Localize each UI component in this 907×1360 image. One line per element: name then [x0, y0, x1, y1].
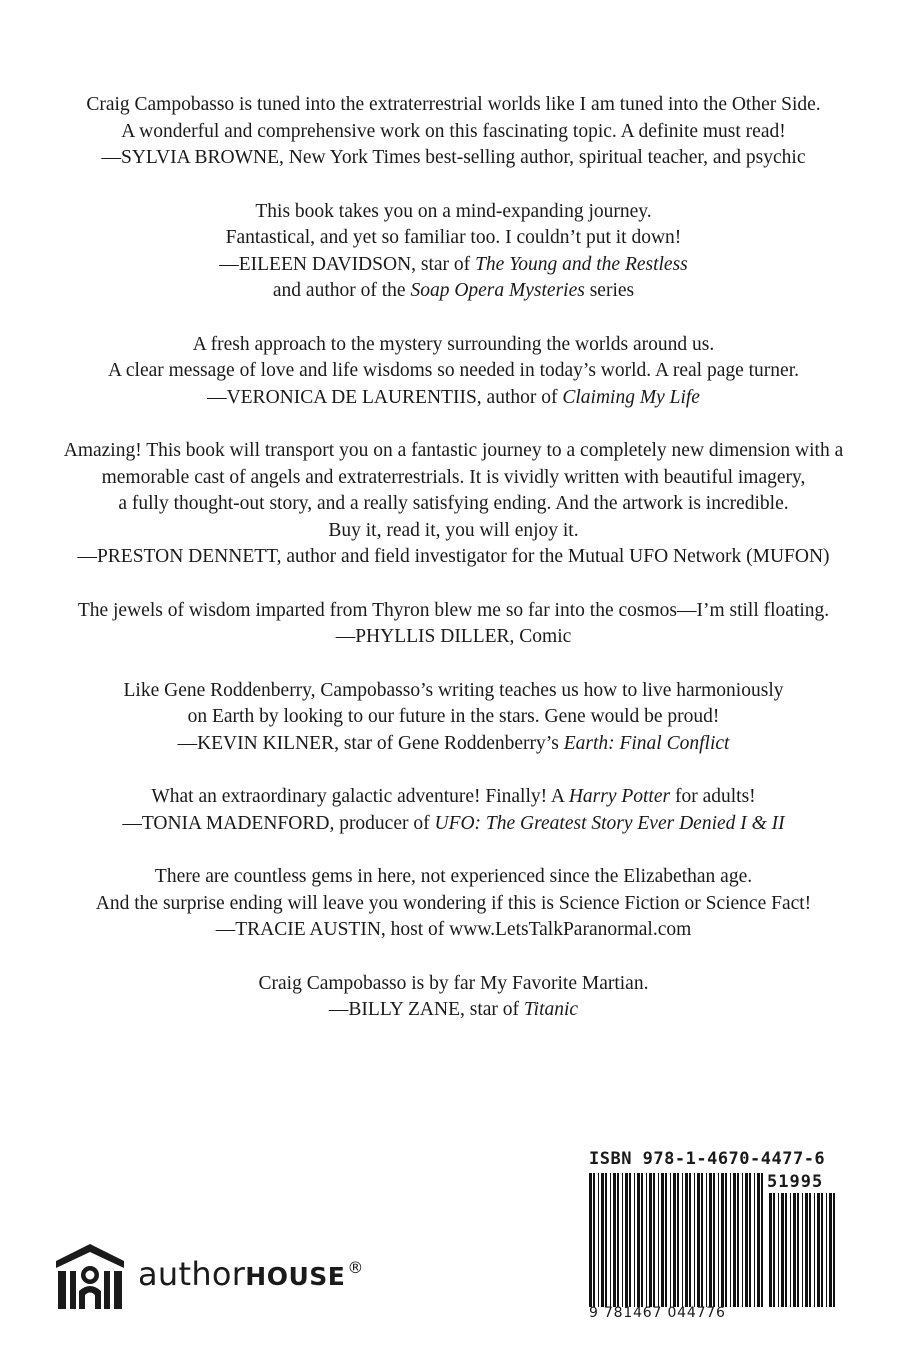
blurb [0, 971, 907, 1024]
blurb-line [0, 465, 907, 492]
barcode-bars [589, 1173, 765, 1307]
blurb-line [0, 199, 907, 226]
blurb-line [0, 385, 907, 412]
blurb [0, 678, 907, 758]
blurb-line [0, 544, 907, 571]
blurb [0, 199, 907, 305]
blurb-text: —TONIA MADENFORD, producer of [122, 812, 435, 834]
price-code: 51995 [767, 1172, 824, 1192]
blurb-title-text: UFO: The Greatest Story Ever Denied I & II [434, 812, 785, 834]
blurb-text: —BILLY ZANE, star of [328, 999, 524, 1020]
blurb-text: What an extraordinary galactic adventure! Finally! A [151, 786, 569, 807]
blurb-line [0, 491, 907, 518]
blurb-text: A fresh approach to the mystery surrounding the worlds around us. [192, 333, 715, 355]
blurb-line [0, 119, 907, 146]
blurb [0, 864, 907, 944]
blurb-line [0, 358, 907, 385]
blurb-line [0, 624, 907, 651]
blurb-line [0, 678, 907, 705]
blurb-text: Craig Campobasso is by far My Favorite Martian. [258, 972, 649, 994]
blurb-line [0, 864, 907, 891]
blurb [0, 598, 907, 651]
blurb-text: —PRESTON DENNETT, author and field investigator for the Mutual UFO Network (MUFON) [77, 546, 830, 567]
blurb-line [0, 438, 907, 465]
authorhouse-logo-icon [52, 1241, 128, 1313]
barcode-digits: 9 781467 044776 [589, 1305, 726, 1321]
publisher-name [138, 1255, 364, 1293]
blurb [0, 332, 907, 412]
blurb-text: —KEVIN KILNER, star of Gene Roddenberry’s [177, 732, 564, 754]
blurb-text: memorable cast of angels and extraterrestrials. It is vividly written with beautiful imagery, [101, 466, 806, 488]
blurb-text: series [584, 280, 635, 301]
blurb-text: Fantastical, and yet so familiar too. I couldn’t put it down! [225, 227, 682, 248]
blurb-line [0, 92, 907, 119]
blurb-text: There are countless gems in here, not experienced since the Elizabethan age. [154, 866, 753, 887]
blurb [0, 438, 907, 571]
blurb-text: A wonderful and comprehensive work on this fascinating topic. A definite must read! [121, 120, 786, 142]
blurb-text: —PHYLLIS DILLER, Comic [335, 626, 572, 647]
publisher-logo [52, 1241, 412, 1313]
blurb-title-text: Claiming My Life [562, 386, 700, 408]
blurb-text: on Earth by looking to our future in the stars. Gene would be proud! [187, 706, 720, 727]
publisher-name-lower: author [138, 1255, 246, 1293]
blurb-line [0, 917, 907, 944]
blurb-text: —EILEEN DAVIDSON, star of [219, 253, 476, 275]
blurb-text: And the surprise ending will leave you wondering if this is Science Fiction or Science Fact! [95, 892, 812, 914]
blurb-text: Craig Campobasso is tuned into the extraterrestrial worlds like I am tuned into the Other Side. [86, 94, 821, 115]
blurb [0, 784, 907, 837]
blurb-text: A clear message of love and life wisdoms so needed in today’s world. A real page turner. [108, 360, 799, 381]
blurb-line [0, 278, 907, 305]
blurb-line [0, 811, 907, 838]
blurb-line [0, 252, 907, 279]
blurb-text: This book takes you on a mind-expanding journey. [255, 200, 652, 222]
blurb-line [0, 784, 907, 811]
blurb-line [0, 332, 907, 359]
blurb-line [0, 704, 907, 731]
blurb-line [0, 971, 907, 998]
blurb-title-text: Soap Opera Mysteries [410, 280, 585, 301]
isbn-barcode [589, 1149, 851, 1331]
blurb-line [0, 225, 907, 252]
blurb-title-text: Titanic [523, 999, 579, 1020]
blurb-text: —SYLVIA BROWNE, New York Times best-selling author, spiritual teacher, and psychic [101, 147, 806, 168]
blurb [0, 92, 907, 172]
blurb-title-text: The Young and the Restless [475, 253, 688, 275]
blurb-text: and author of the [272, 280, 411, 301]
endorsement-blurbs [0, 92, 907, 1051]
barcode-addon-bars [769, 1193, 839, 1307]
isbn-label: ISBN 978-1-4670-4477-6 [589, 1149, 826, 1169]
blurb-line [0, 997, 907, 1024]
blurb-text: Like Gene Roddenberry, Campobasso’s writing teaches us how to live harmoniously [123, 679, 784, 701]
blurb-text: for adults! [670, 786, 756, 807]
blurb-text: Amazing! This book will transport you on a fantastic journey to a completely new dimension with a [63, 440, 844, 461]
blurb-text: —TRACIE AUSTIN, host of www.LetsTalkParanormal.com [215, 919, 692, 940]
blurb-title-text: Harry Potter [568, 786, 671, 807]
blurb-text: The jewels of wisdom imparted from Thyron blew me so far into the cosmos—I’m still floating. [77, 599, 830, 621]
blurb-line [0, 518, 907, 545]
blurb-text: —VERONICA DE LAURENTIIS, author of [207, 386, 563, 408]
blurb-line [0, 891, 907, 918]
blurb-line [0, 731, 907, 758]
blurb-text: Buy it, read it, you will enjoy it. [328, 519, 579, 541]
publisher-name-upper: HOUSE [245, 1262, 346, 1291]
blurb-line [0, 598, 907, 625]
blurb-title-text: Earth: Final Conflict [563, 732, 730, 754]
blurb-line [0, 145, 907, 172]
blurb-text: a fully thought-out story, and a really satisfying ending. And the artwork is incredible. [118, 493, 789, 514]
registered-mark: ® [347, 1258, 364, 1278]
